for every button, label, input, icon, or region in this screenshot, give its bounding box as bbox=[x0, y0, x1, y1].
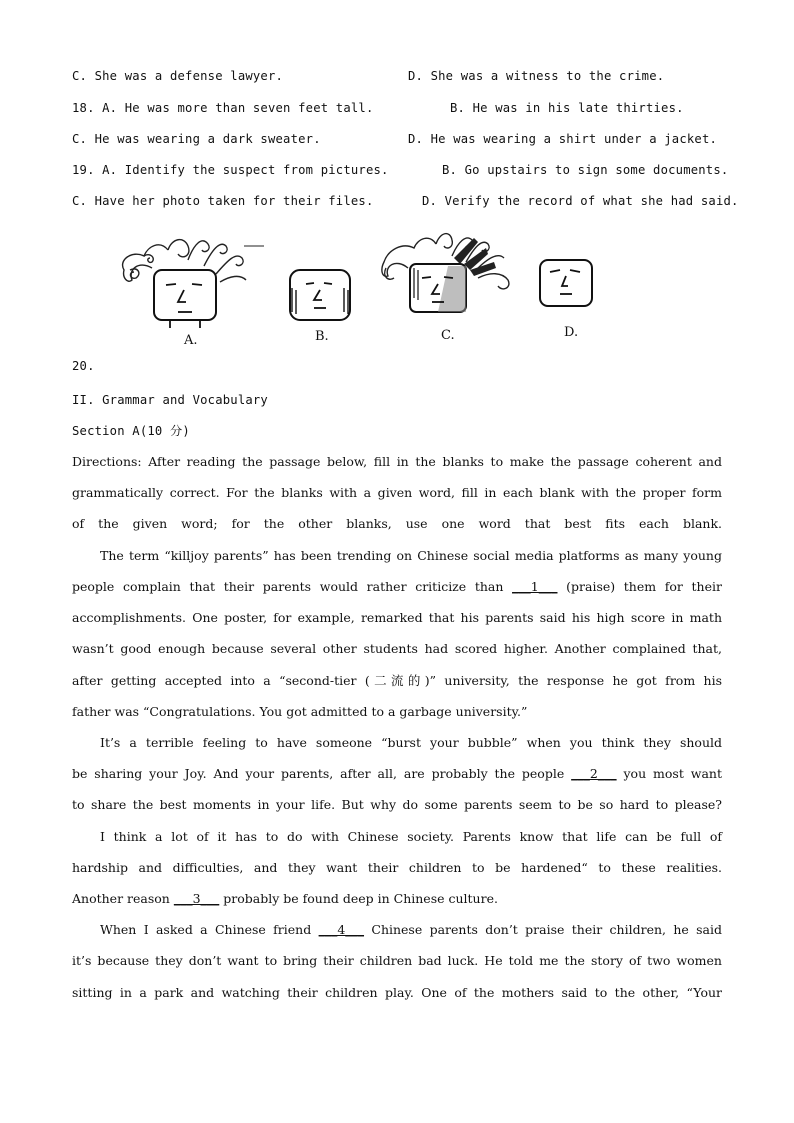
passage-line: sitting in a park and watching their children play. One of the mothers said to the other, “Your bbox=[72, 985, 722, 1000]
passage-text: (praise) them for their bbox=[557, 579, 722, 594]
q19-option-b: B. Go upstairs to sign some documents. bbox=[442, 163, 729, 177]
directions-line: grammatically correct. For the blanks with a given word, fill in each blank with the proper form bbox=[72, 485, 722, 500]
directions-line: of the given word; for the other blanks, use one word that best fits each blank. bbox=[72, 516, 722, 531]
face-picture-d bbox=[536, 258, 596, 310]
passage-line-blank-4 bbox=[100, 922, 722, 938]
passage-line: hardship and difficulties, and they want their children to be hardened“ to these realities. bbox=[72, 860, 722, 875]
passage-text: probably be found deep in Chinese culture. bbox=[219, 891, 498, 906]
passage-text: Chinese parents don’t praise their children, he said bbox=[364, 922, 722, 937]
passage-text: When I asked a Chinese friend bbox=[100, 922, 319, 937]
face-picture-c bbox=[378, 228, 518, 328]
passage-line-blank-2 bbox=[72, 766, 722, 782]
passage-line: It’s a terrible feeling to have someone “burst your bubble” when you think they should bbox=[100, 735, 722, 750]
picture-label-d: D. bbox=[564, 325, 579, 340]
blank-4: ___4___ bbox=[318, 922, 365, 937]
picture-label-b: B. bbox=[315, 329, 329, 344]
passage-text: people complain that their parents would rather criticize than bbox=[72, 579, 513, 594]
picture-label-a: A. bbox=[184, 333, 198, 348]
passage-line: I think a lot of it has to do with Chinese society. Parents know that life can be full of bbox=[100, 829, 722, 844]
passage-line-blank-3 bbox=[72, 891, 498, 907]
section-subheading: Section A(10 分) bbox=[72, 424, 190, 438]
passage-text: you most want bbox=[616, 766, 722, 781]
passage-line: after getting accepted into a “second-tier (二流的)” university, the response he got from his bbox=[72, 673, 722, 688]
passage-line: accomplishments. One poster, for example, remarked that his parents said his high score in math bbox=[72, 610, 722, 625]
q19-option-c: C. Have her photo taken for their files. bbox=[72, 194, 374, 208]
q18-option-b: B. He was in his late thirties. bbox=[450, 101, 684, 115]
passage-text: Another reason bbox=[72, 891, 174, 906]
passage-line: it’s because they don’t want to bring their children bad luck. He told me the story of two women bbox=[72, 953, 722, 968]
picture-label-c: C. bbox=[441, 328, 455, 343]
blank-1: ___1___ bbox=[512, 579, 558, 594]
passage-line: The term “killjoy parents” has been trending on Chinese social media platforms as many young bbox=[100, 548, 722, 563]
q19-option-a: 19. A. Identify the suspect from pictures. bbox=[72, 163, 389, 177]
passage-text: be sharing your Joy. And your parents, after all, are probably the people bbox=[72, 766, 572, 781]
q18-option-c: C. He was wearing a dark sweater. bbox=[72, 132, 321, 146]
q20-number: 20. bbox=[72, 359, 95, 373]
passage-line: father was “Congratulations. You got admitted to a garbage university.” bbox=[72, 704, 528, 719]
blank-2: ___2___ bbox=[571, 766, 617, 781]
q17-option-d: D. She was a witness to the crime. bbox=[408, 69, 665, 83]
section-heading: II. Grammar and Vocabulary bbox=[72, 393, 268, 407]
passage-line-blank-1 bbox=[72, 579, 722, 595]
q19-option-d: D. Verify the record of what she had said. bbox=[422, 194, 739, 208]
q18-option-d: D. He was wearing a shirt under a jacket. bbox=[408, 132, 718, 146]
face-picture-a bbox=[108, 230, 268, 330]
q17-option-c: C. She was a defense lawyer. bbox=[72, 69, 284, 83]
directions-line: Directions: After reading the passage below, fill in the blanks to make the passage coherent and bbox=[72, 454, 722, 469]
face-picture-b bbox=[286, 268, 356, 324]
passage-line: wasn’t good enough because several other students had scored higher. Another complained that, bbox=[72, 641, 722, 656]
blank-3: ___3___ bbox=[173, 891, 220, 906]
q18-option-a: 18. A. He was more than seven feet tall. bbox=[72, 101, 374, 115]
passage-line: to share the best moments in your life. But why do some parents seem to be so hard to please? bbox=[72, 797, 722, 812]
